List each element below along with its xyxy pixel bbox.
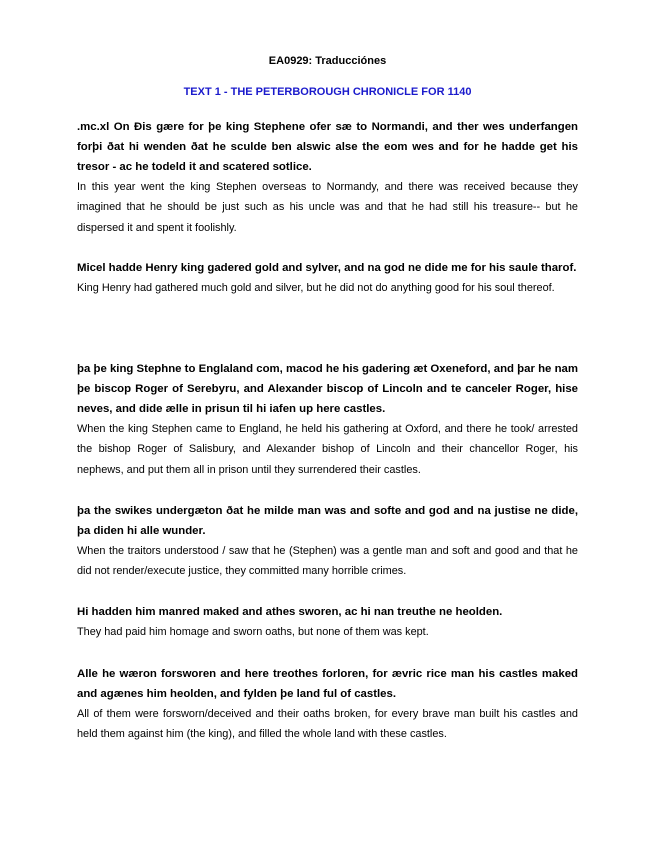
translation-text: When the traitors understood / saw that he (Stephen) was a gentle man and soft and good and that he did not render/execute justice, they committed many horrible crimes. [77, 545, 578, 578]
translation-text: All of them were forsworn/deceived and their oaths broken, for every brave man built his castles and held them against him (the king), and filled the whole land with these castles. [77, 708, 578, 741]
original-text: .mc.xl On Ðis gære for þe king Stephene ofer sæ to Normandi, and ther wes underfangen forþi ðat hi wenden ðat he sculde ben alswic alse the eom wes and for he hadde get his tresor - ac he todeld it and scatered sotlice. [77, 121, 578, 173]
translation-text: When the king Stephen came to England, he held his gathering at Oxford, and there he took/ arrested the bishop Roger of Salisbury, and Alexander bishop of Lincoln and their chancellor Roger, his nephews, and put them all in prison until they surrendered their castles. [77, 423, 578, 476]
passage [77, 359, 578, 480]
passage [77, 117, 578, 238]
original-text: Micel hadde Henry king gadered gold and sylver, and na god ne dide me for his saule tharof. [77, 262, 577, 274]
translation-text: In this year went the king Stephen overseas to Normandy, and there was received because they imagined that he should be just such as his uncle was and that he had still his treasure-- but he dispersed it and spent it foolishly. [77, 181, 578, 234]
translation-text: They had paid him homage and sworn oaths, but none of them was kept. [77, 626, 429, 638]
original-text: Hi hadden him manred maked and athes sworen, ac hi nan treuthe ne heolden. [77, 606, 503, 618]
passage [77, 501, 578, 582]
passage [77, 602, 578, 642]
original-text: Alle he wæron forsworen and here treothes forloren, for ævric rice man his castles maked and agænes him heolden, and fylden þe land ful of castles. [77, 668, 578, 700]
document-subtitle: TEXT 1 - THE PETERBOROUGH CHRONICLE FOR 1140 [183, 86, 472, 98]
passage [77, 664, 578, 745]
original-text: þa þe king Stephne to Englaland com, macod he his gadering æt Oxeneford, and þar he nam þe biscop Roger of Serebyru, and Alexander biscop of Lincoln and te canceler Roger, hise neves, and dide ælle in prisun til hi iafen up here castles. [77, 363, 578, 415]
original-text: þa the swikes undergæton ðat he milde man was and softe and god and na justise ne dide, þa diden hi alle wunder. [77, 505, 578, 537]
translation-text: King Henry had gathered much gold and silver, but he did not do anything good for his soul thereof. [77, 282, 555, 294]
document-title: EA0929: Traducciónes [268, 55, 387, 67]
passage [77, 258, 578, 298]
